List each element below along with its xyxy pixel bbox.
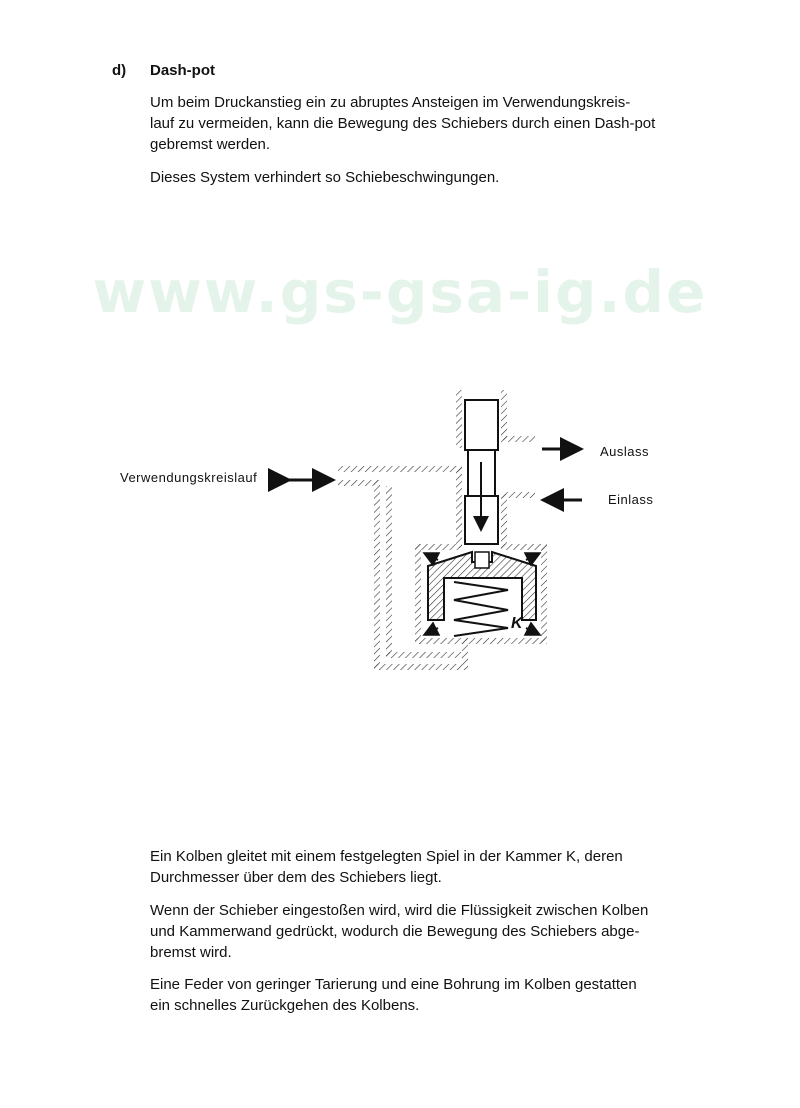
- section-marker: d): [112, 62, 127, 79]
- intro-paragraph: Um beim Druckanstieg ein zu abruptes Ansteigen im Verwendungskreis- lauf zu vermeiden, kann die Bewegung des Schiebers durch einen Dash-pot gebremst werden.: [150, 94, 656, 153]
- section-title: Dash-pot: [150, 62, 215, 79]
- section-heading: [112, 62, 215, 79]
- piston-paragraph: Ein Kolben gleitet mit einem festgelegten Spiel in der Kammer K, deren Durchmesser über dem des Schiebers liegt.: [150, 848, 623, 886]
- chamber-label: K: [511, 615, 524, 632]
- circuit-label: Verwendungskreislauf: [120, 470, 258, 485]
- dash-pot-diagram: [0, 370, 800, 700]
- spring: [454, 582, 508, 636]
- inlet-label: Einlass: [608, 492, 654, 507]
- compression-paragraph: Wenn der Schieber eingestoßen wird, wird die Flüssigkeit zwischen Kolben und Kammerwand gedrückt, wodurch die Bewegung des Schiebers abge- bremst wird.: [150, 902, 649, 961]
- system-paragraph: Dieses System verhindert so Schiebeschwingungen.: [150, 169, 500, 186]
- outlet-label: Auslass: [600, 444, 650, 459]
- watermark: www.gs-gsa-ig.de: [92, 258, 708, 326]
- spring-paragraph: Eine Feder von geringer Tarierung und eine Bohrung im Kolben gestatten ein schnelles Zurückgehen des Kolbens.: [150, 976, 637, 1014]
